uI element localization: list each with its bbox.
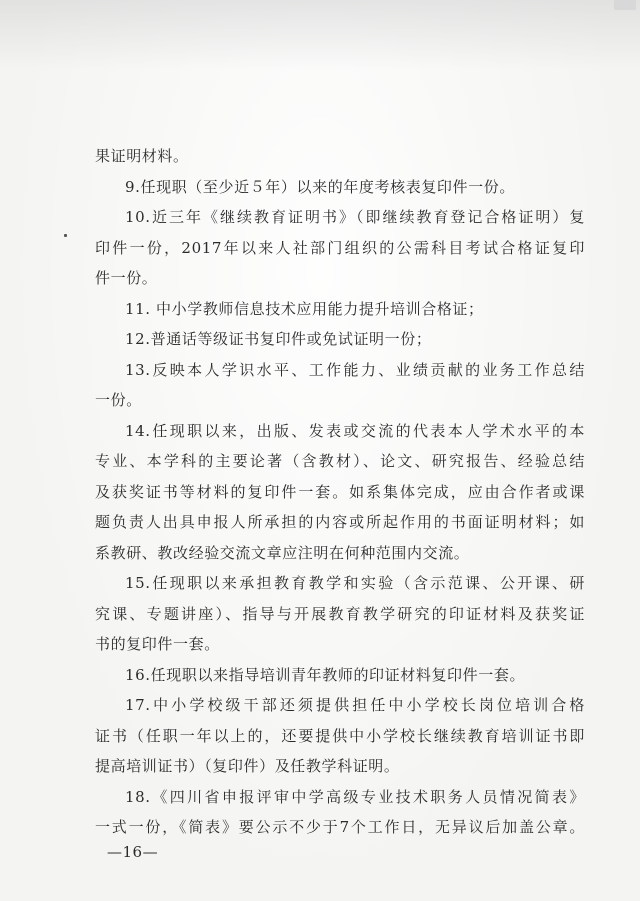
text-line: 17.中小学校级干部还须提供担任中小学校长岗位培训合格 [125, 696, 585, 714]
document-body [95, 141, 585, 843]
scan-corner-mark [614, 0, 636, 10]
text-line: 一份。 [95, 391, 142, 409]
text-line: 印件一份，2017年以来人社部门组织的公需科目考试合格证复印 [95, 238, 585, 257]
text-line: 题负责人出具申报人所承担的内容或所起作用的书面证明材料；如 [95, 513, 585, 531]
text-line: 11. 中小学教师信息技术应用能力提升培训合格证； [125, 299, 484, 318]
text-line: 系教研、教改经验交流文章应注明在何种范围内交流。 [95, 543, 470, 562]
text-line: 12.普通话等级证书复印件或免试证明一份； [125, 330, 432, 348]
text-line: 14.任现职以来，出版、发表或交流的代表本人学术水平的本 [125, 421, 585, 440]
text-line: 件一份。 [95, 269, 158, 287]
text-line: 及获奖证书等材料的复印件一套。如系集体完成，应由合作者或课 [95, 482, 585, 501]
text-line: 13.反映本人学识水平、工作能力、业绩贡献的业务工作总结 [125, 360, 585, 379]
text-line: 15.任现职以来承担教育教学和实验（含示范课、公开课、研 [125, 574, 585, 592]
scan-speck [64, 234, 67, 237]
text-line: 9.任现职（至少近５年）以来的年度考核表复印件一份。 [125, 177, 515, 196]
text-line: 证书（任职一年以上的，还要提供中小学校长继续教育培训证书即 [95, 726, 585, 745]
text-line: 16.任现职以来指导培训青年教师的印证材料复印件一套。 [125, 665, 526, 684]
page-number: —16— [107, 843, 159, 861]
text-line: 10.近三年《继续教育证明书》（即继续教育登记合格证明）复 [125, 208, 585, 226]
scan-shadow [0, 0, 640, 70]
text-line: 提高培训证书）（复印件）及任教学科证明。 [95, 757, 400, 775]
text-line: 究课、专题讲座）、指导与开展教育教学研究的印证材料及获奖证 [95, 604, 585, 623]
text-line: 专业、本学科的主要论著（含教材）、论文、研究报告、经验总结 [95, 452, 585, 470]
text-line: 一式一份，《简表》要公示不少于7个工作日，无异议后加盖公章。 [95, 818, 585, 836]
text-line: 18.《四川省申报评审中学高级专业技术职务人员情况简表》 [125, 787, 585, 806]
text-line: 书的复印件一套。 [95, 635, 220, 653]
text-line: 果证明材料。 [95, 147, 189, 165]
